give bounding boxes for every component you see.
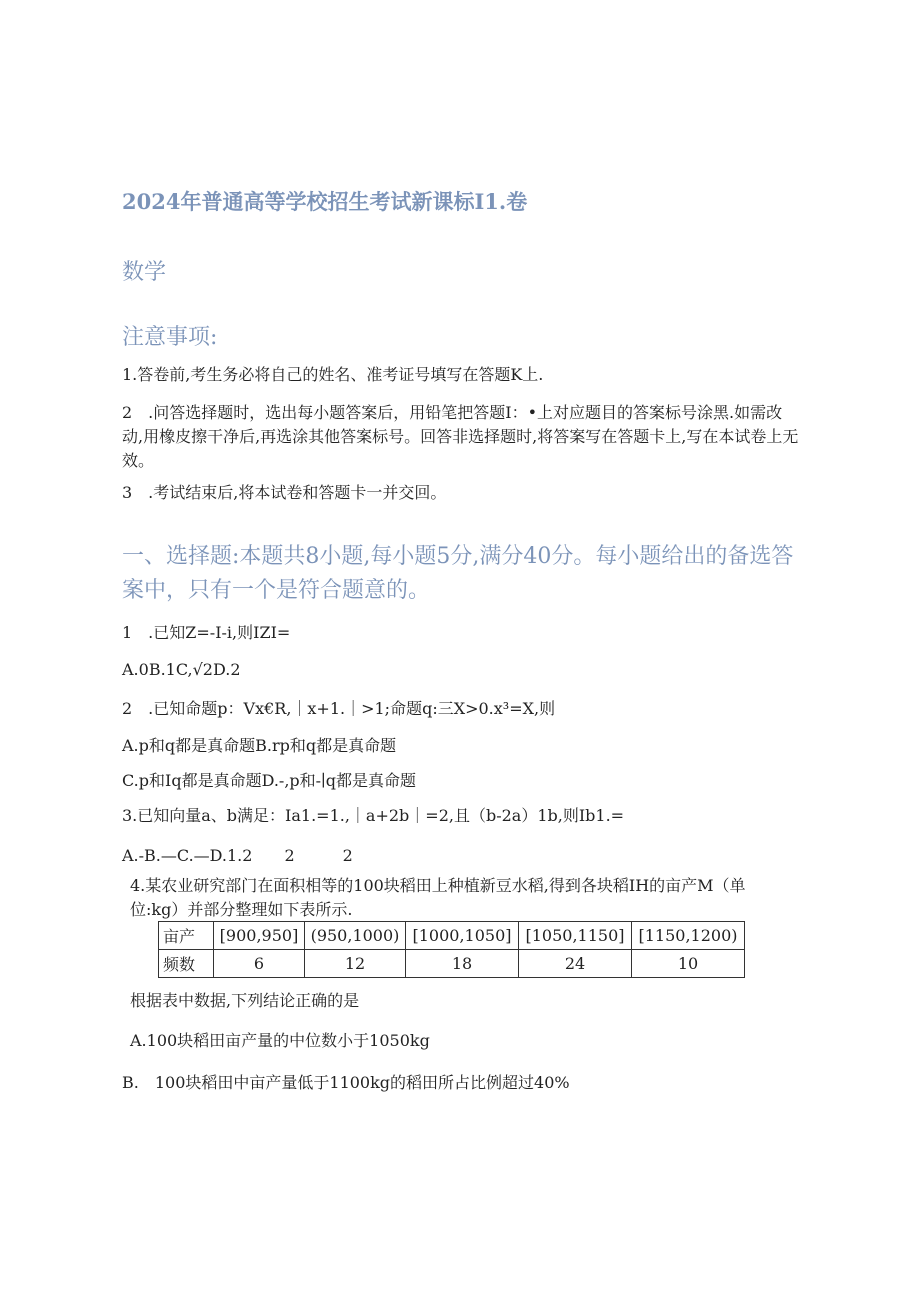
table-row-label: 频数: [159, 950, 214, 978]
notice-item-1: 1.答卷前,考生务必将自己的姓名、准考证号填写在答题K上.: [122, 365, 544, 384]
table-cell: 10: [632, 950, 745, 978]
notice-item-2: 2 .问答选择题时，选出每小题答案后，用铅笔把答题I：•上对应题目的答案标号涂黑.如需改动,用橡皮擦干净后,再选涂其他答案标号。回答非选择题时,将答案写在答题卡上,写在本试卷上无效。: [122, 403, 799, 470]
question-4-option-a: A.100块稻田亩产量的中位数小于1050kg: [130, 1031, 430, 1050]
question-1-options: A.0B.1C,√2D.2: [122, 660, 241, 679]
yield-frequency-table: [158, 921, 745, 978]
question-3-options: A.-B.—C.—D.1.2 2 2: [122, 846, 353, 865]
table-cell: [1050,1150]: [519, 922, 632, 950]
table-cell: 6: [214, 950, 305, 978]
table-cell: 12: [305, 950, 406, 978]
question-2-options-ab: A.p和q都是真命题B.rp和q都是真命题: [122, 736, 397, 755]
table-cell: [1150,1200): [632, 922, 745, 950]
table-row-label: 亩产: [159, 922, 214, 950]
notice-heading: 注意事项:: [122, 325, 218, 350]
question-4-option-b: B. 100块稻田中亩产量低于1100kg的稻田所占比例超过40%: [122, 1073, 570, 1092]
question-2-stem: 2 .已知命题p：Vx€R,｜x+1.｜>1;命题q:三X>0.x³=X,则: [122, 699, 556, 718]
table-cell: 24: [519, 950, 632, 978]
table-cell: [900,950]: [214, 922, 305, 950]
table-cell: [1000,1050]: [406, 922, 519, 950]
table-row: [159, 922, 745, 950]
question-3-stem: 3.已知向量a、b满足：Ia1.=1.,｜a+2b｜=2,且（b-2a）1b,则Ib1.=: [122, 806, 625, 825]
table-cell: 18: [406, 950, 519, 978]
section-title: 一、选择题:本题共8小题,每小题5分,满分40分。每小题给出的备选答案中，只有一个是符合题意的。: [122, 544, 794, 603]
subject-title: 数学: [122, 260, 167, 285]
question-1-stem: 1 .已知Z=-I-i,则IZI=: [122, 623, 291, 642]
question-2-options-cd: C.p和Iq都是真命题D.-,p和-∣q都是真命题: [122, 771, 416, 790]
question-4-stem: 4.某农业研究部门在面积相等的100块稻田上种植新豆水稻,得到各块稻IH的亩产M（单位:kg）并部分整理如下表所示.: [130, 876, 746, 919]
notice-item-3: 3 .考试结束后,将本试卷和答题卡一并交回。: [122, 483, 447, 502]
table-row: [159, 950, 745, 978]
exam-title: 2024年普通高等学校招生考试新课标I1.卷: [122, 189, 528, 214]
table-cell: (950,1000): [305, 922, 406, 950]
question-4-prompt: 根据表中数据,下列结论正确的是: [130, 991, 360, 1010]
